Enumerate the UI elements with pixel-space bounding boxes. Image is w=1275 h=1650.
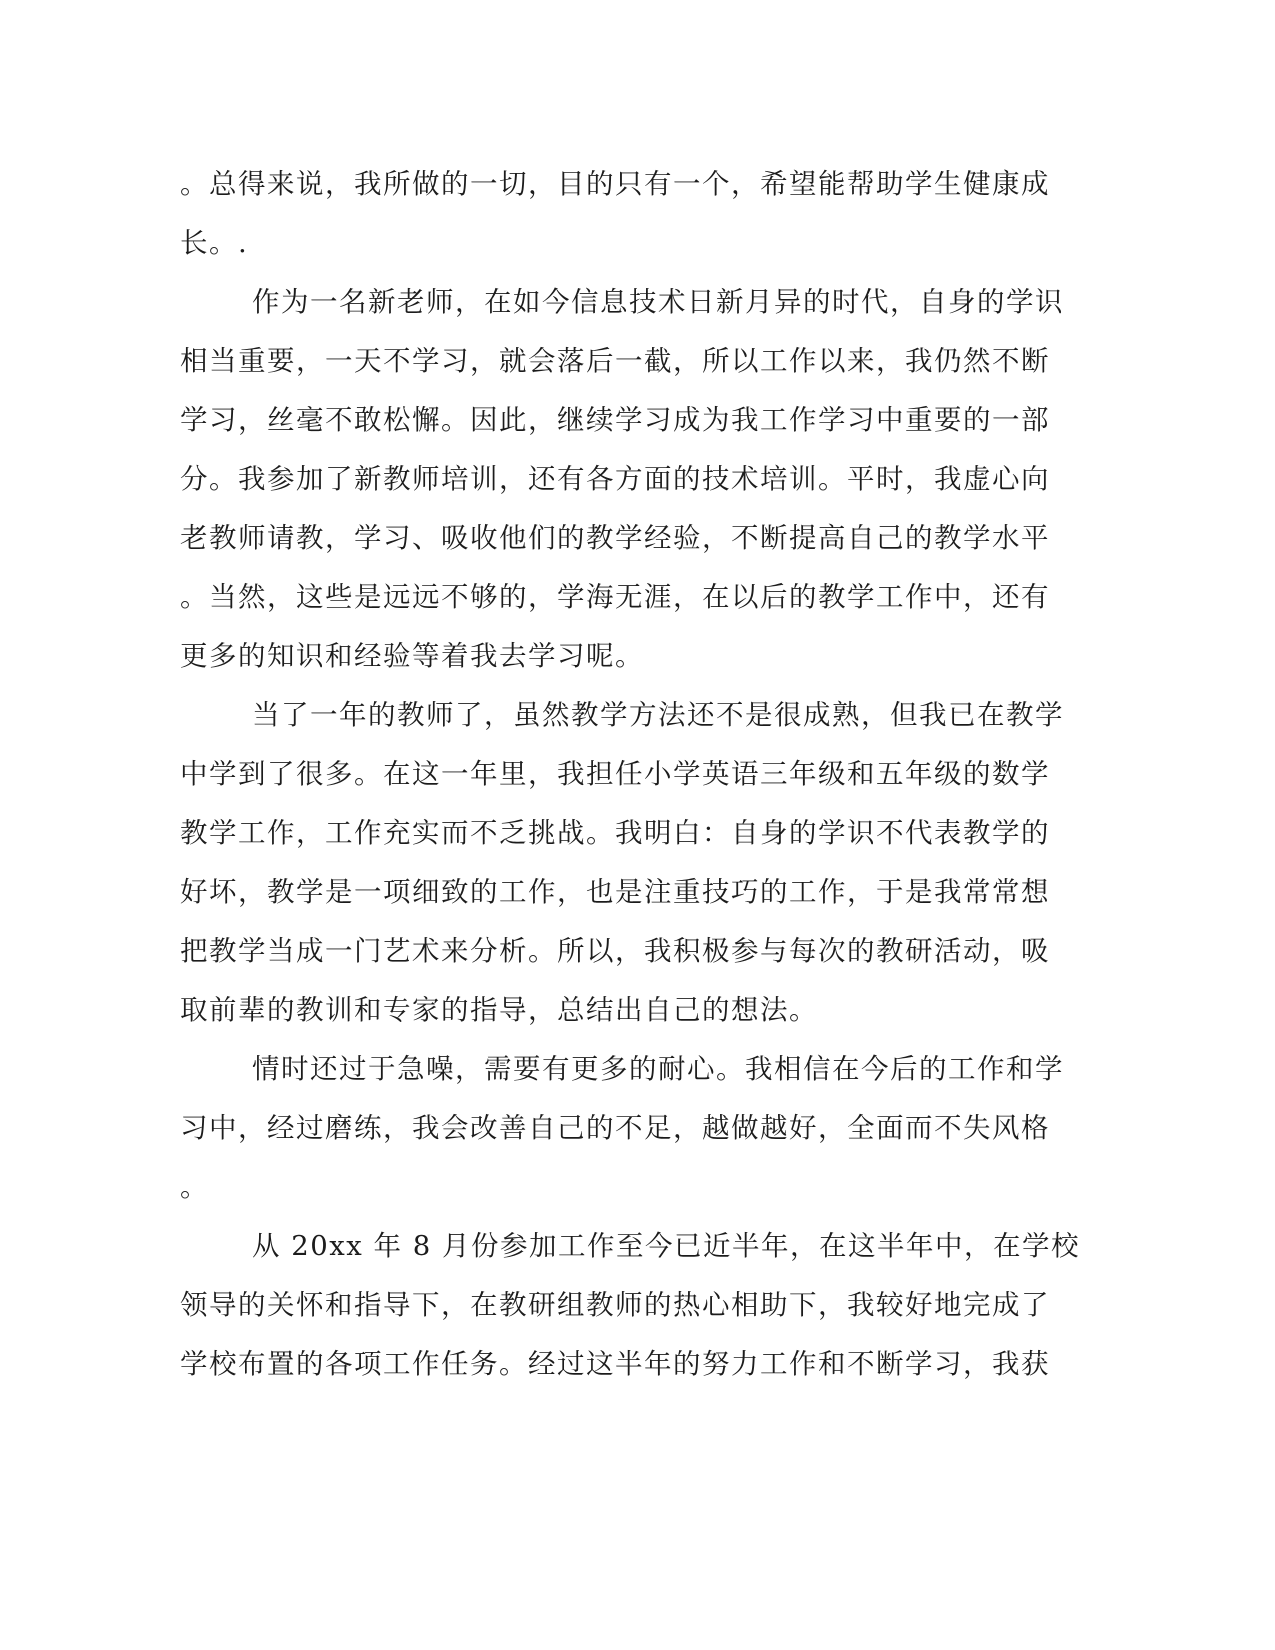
paragraph-first-line: 情时还过于急噪，需要有更多的耐心。我相信在今后的工作和学 [252, 1053, 1064, 1085]
text-line: 学校布置的各项工作任务。经过这半年的努力工作和不断学习，我获 [180, 1348, 1050, 1380]
text-line: 好坏，教学是一项细致的工作，也是注重技巧的工作，于是我常常想 [180, 876, 1050, 908]
paragraph-first-line: 当了一年的教师了，虽然教学方法还不是很成熟，但我已在教学 [252, 699, 1064, 731]
text-line: 老教师请教，学习、吸收他们的教学经验，不断提高自己的教学水平 [180, 522, 1050, 554]
text-line: 中学到了很多。在这一年里，我担任小学英语三年级和五年级的数学 [180, 758, 1050, 790]
text-line: 更多的知识和经验等着我去学习呢。 [180, 640, 644, 672]
text-line: 。当然，这些是远远不够的，学海无涯，在以后的教学工作中，还有 [180, 581, 1050, 613]
text-line: 领导的关怀和指导下，在教研组教师的热心相助下，我较好地完成了 [180, 1289, 1050, 1321]
text-line: 教学工作，工作充实而不乏挑战。我明白：自身的学识不代表教学的 [180, 817, 1050, 849]
text-line: 分。我参加了新教师培训，还有各方面的技术培训。平时，我虚心向 [180, 463, 1050, 495]
text-line: 把教学当成一门艺术来分析。所以，我积极参与每次的教研活动，吸 [180, 935, 1050, 967]
text-line: 取前辈的教训和专家的指导，总结出自己的想法。 [180, 994, 818, 1026]
paragraph-first-line: 从 20xx 年 8 月份参加工作至今已近半年，在这半年中，在学校 [252, 1230, 1080, 1262]
text-line: 相当重要，一天不学习，就会落后一截，所以工作以来，我仍然不断 [180, 345, 1050, 377]
document-body [180, 155, 1080, 1394]
text-line: 。 [180, 1171, 209, 1203]
paragraph-first-line: 作为一名新老师，在如今信息技术日新月异的时代，自身的学识 [252, 286, 1064, 318]
text-line: 学习，丝毫不敢松懈。因此，继续学习成为我工作学习中重要的一部 [180, 404, 1050, 436]
text-line: 。总得来说，我所做的一切，目的只有一个，希望能帮助学生健康成 [180, 168, 1050, 200]
text-line: 习中，经过磨练，我会改善自己的不足，越做越好，全面而不失风格 [180, 1112, 1050, 1144]
text-line: 长。. [180, 227, 249, 259]
